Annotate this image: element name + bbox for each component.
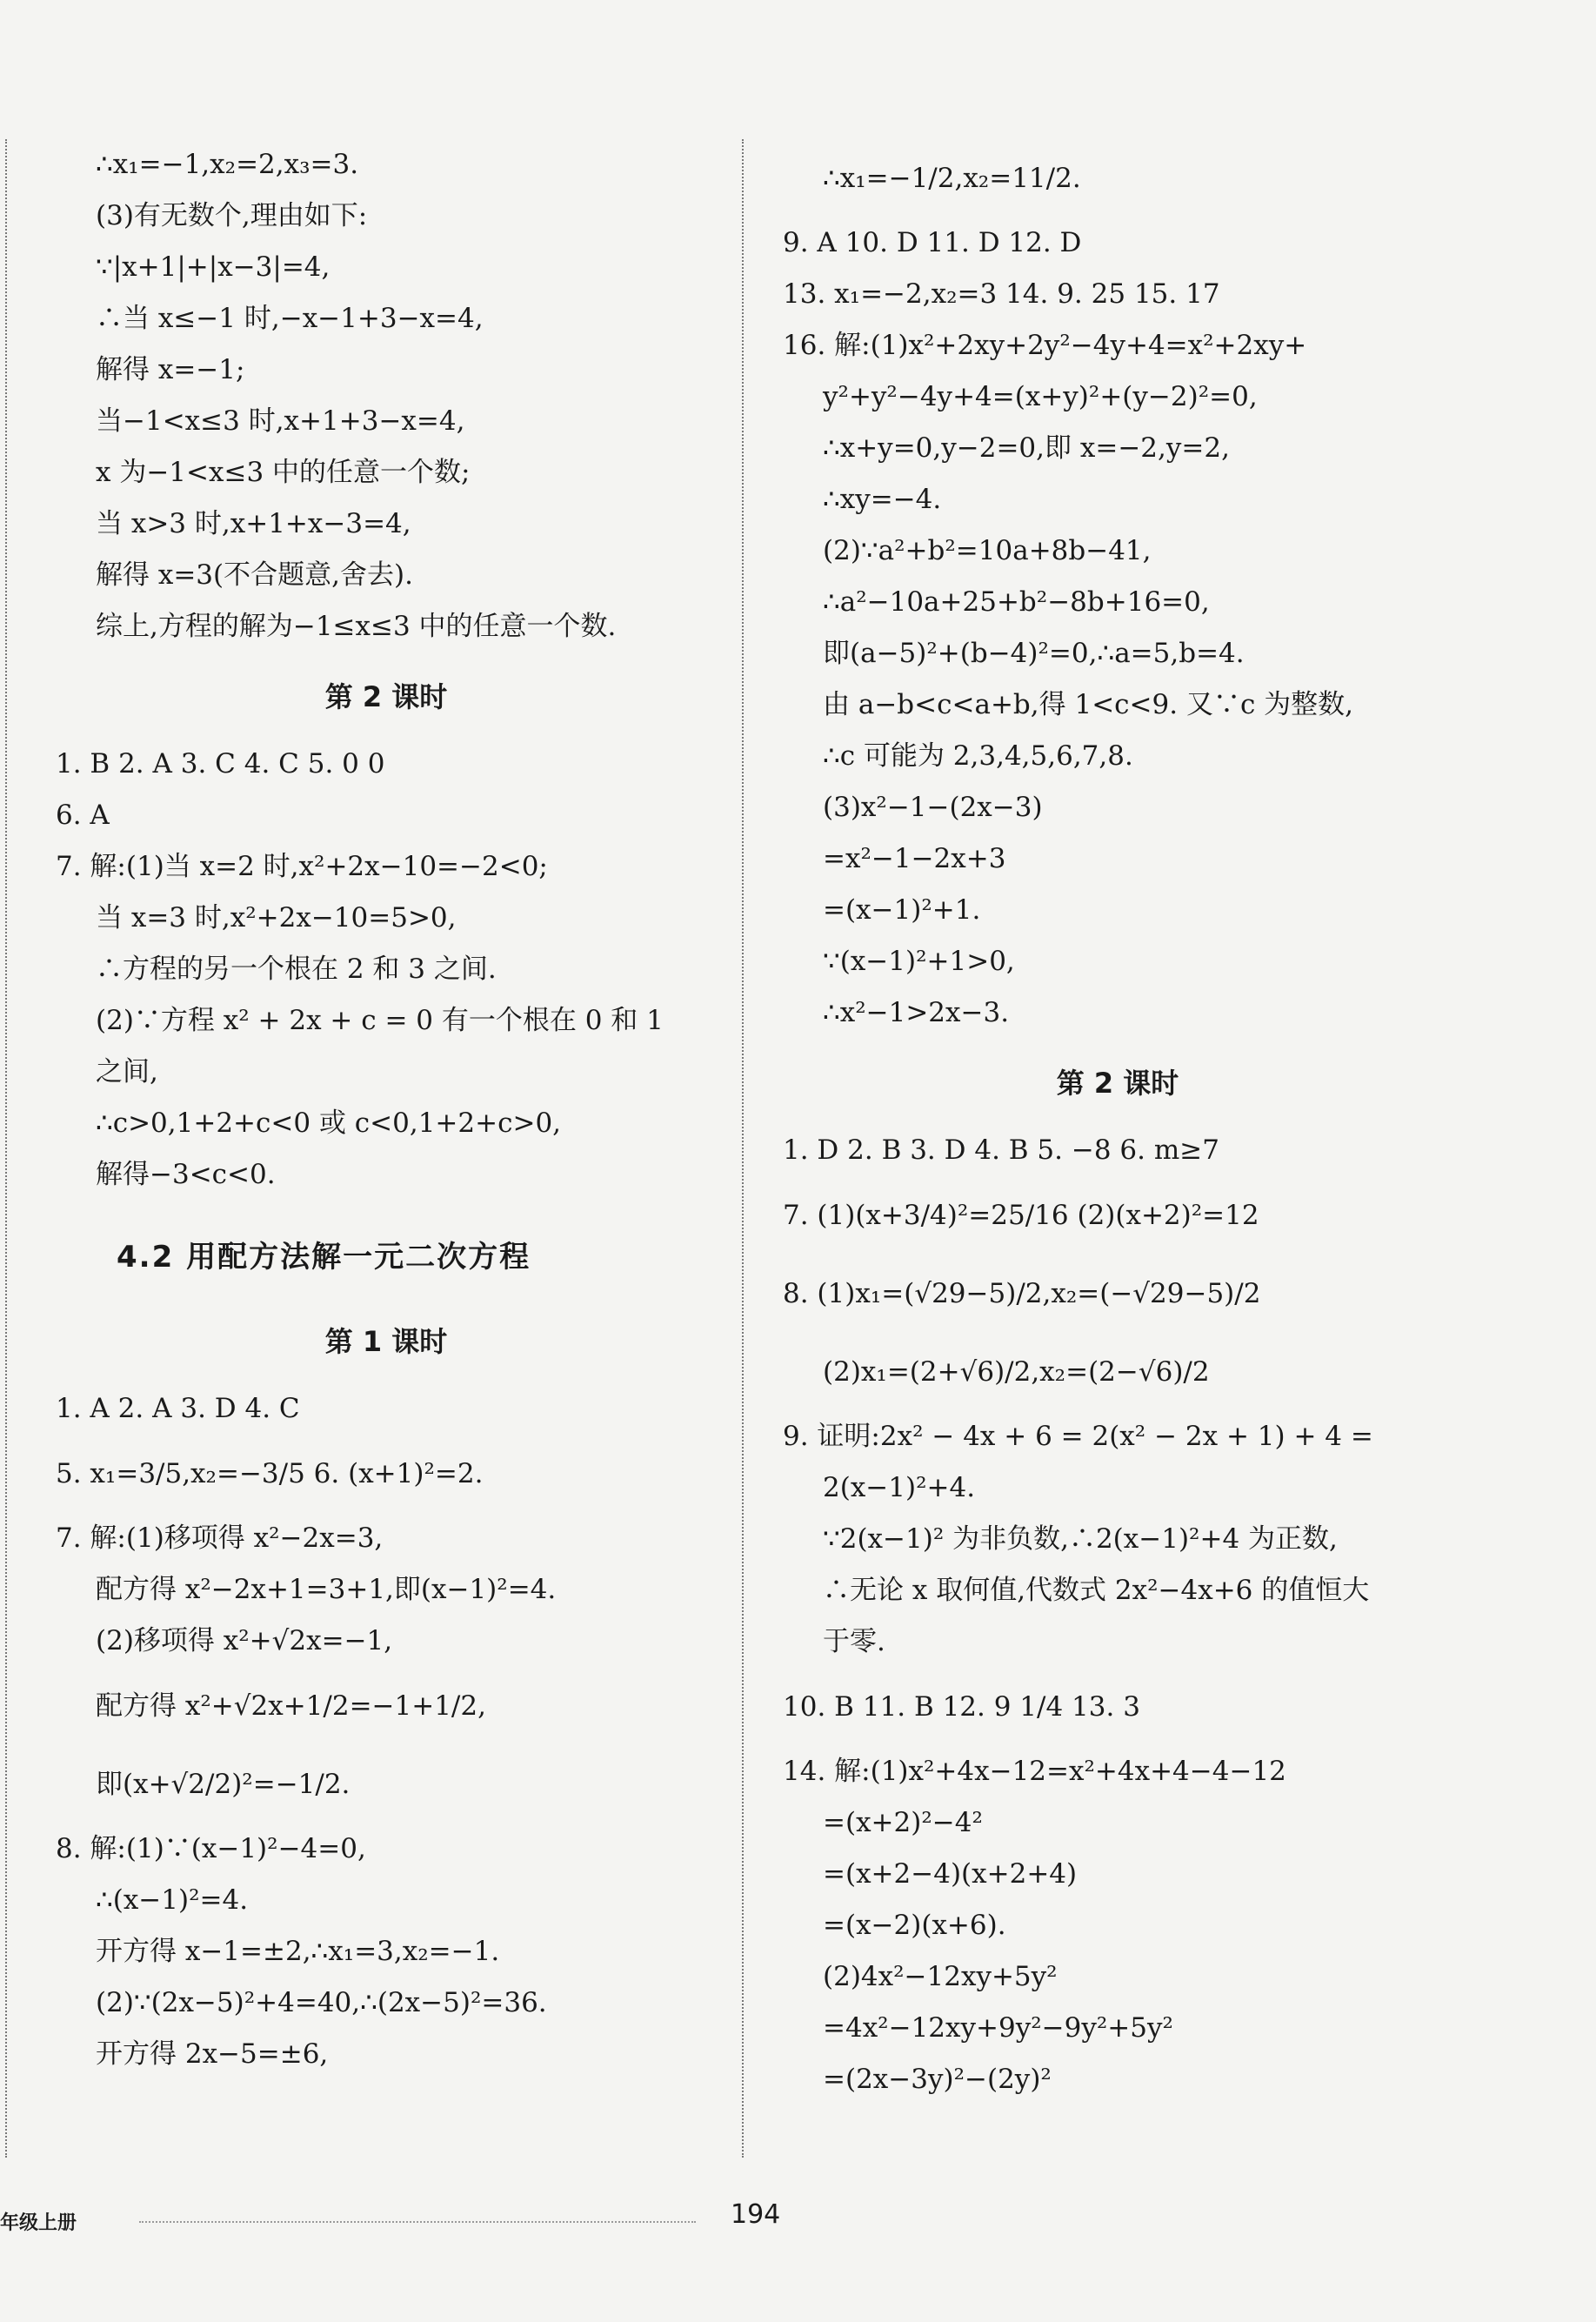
text-line: (2)x₁=(2+√6)/2,x₂=(2−√6)/2 xyxy=(823,1356,1210,1388)
text-line: 解得−3<c<0. xyxy=(96,1159,276,1190)
text-line: 解得 x=−1; xyxy=(96,354,245,385)
text-line: =(x−2)(x+6). xyxy=(823,1910,1006,1941)
text-line: 5. x₁=3/5,x₂=−3/5 6. (x+1)²=2. xyxy=(56,1458,484,1489)
lesson-heading: 第 1 课时 xyxy=(324,1325,448,1358)
text-line: 开方得 x−1=±2,∴x₁=3,x₂=−1. xyxy=(96,1936,500,1967)
section-heading: 4.2 用配方法解一元二次方程 xyxy=(117,1240,531,1275)
text-line: 9. 证明:2x² − 4x + 6 = 2(x² − 2x + 1) + 4 = xyxy=(783,1421,1373,1452)
right-column xyxy=(783,139,1452,2105)
text-line: (2)∵a²+b²=10a+8b−41, xyxy=(823,535,1152,566)
text-line: 1. D 2. B 3. D 4. B 5. −8 6. m≥7 xyxy=(783,1134,1219,1166)
text-line: (2)∵(2x−5)²+4=40,∴(2x−5)²=36. xyxy=(96,1987,547,2018)
text-line: 由 a−b<c<a+b,得 1<c<9. 又∵c 为整数, xyxy=(823,689,1354,720)
lesson-heading: 第 2 课时 xyxy=(324,680,448,713)
text-line: 2(x−1)²+4. xyxy=(823,1472,976,1503)
text-line: =(x+2−4)(x+2+4) xyxy=(823,1858,1078,1890)
text-line: (3)x²−1−(2x−3) xyxy=(823,792,1043,823)
text-line: ∴x²−1>2x−3. xyxy=(823,997,1010,1028)
text-line: 16. 解:(1)x²+2xy+2y²−4y+4=x²+2xy+ xyxy=(783,330,1307,361)
text-line: 当−1<x≤3 时,x+1+3−x=4, xyxy=(96,405,465,437)
text-line: ∴a²−10a+25+b²−8b+16=0, xyxy=(823,586,1210,618)
text-line: 10. B 11. B 12. 9 1/4 13. 3 xyxy=(783,1691,1140,1723)
text-line: 当 x=3 时,x²+2x−10=5>0, xyxy=(96,902,457,933)
left-column xyxy=(56,139,717,2080)
text-line: ∴x₁=−1/2,x₂=11/2. xyxy=(823,163,1081,194)
text-line: 7. 解:(1)当 x=2 时,x²+2x−10=−2<0; xyxy=(56,851,548,882)
text-line: ∴c 可能为 2,3,4,5,6,7,8. xyxy=(823,740,1133,772)
text-line: (2)移项得 x²+√2x=−1, xyxy=(96,1625,393,1656)
text-line: ∴(x−1)²=4. xyxy=(96,1884,249,1916)
text-line: ∴方程的另一个根在 2 和 3 之间. xyxy=(96,954,497,985)
text-line: =(2x−3y)²−(2y)² xyxy=(823,2064,1052,2095)
text-line: 1. A 2. A 3. D 4. C xyxy=(56,1393,300,1424)
text-line: ∴当 x≤−1 时,−x−1+3−x=4, xyxy=(96,303,484,334)
text-line: ∴c>0,1+2+c<0 或 c<0,1+2+c>0, xyxy=(96,1107,562,1139)
text-line: 7. 解:(1)移项得 x²−2x=3, xyxy=(56,1522,384,1554)
text-line: ∴xy=−4. xyxy=(823,484,942,515)
text-line: 解得 x=3(不合题意,舍去). xyxy=(96,559,413,591)
text-line: =(x+2)²−4² xyxy=(823,1807,983,1838)
text-line: 6. A xyxy=(56,800,110,831)
text-line: 7. (1)(x+3/4)²=25/16 (2)(x+2)²=12 xyxy=(783,1200,1259,1231)
text-line: x 为−1<x≤3 中的任意一个数; xyxy=(96,457,471,488)
text-line: 9. A 10. D 11. D 12. D xyxy=(783,227,1082,258)
footer-rule xyxy=(139,2221,696,2223)
text-line: 配方得 x²+√2x+1/2=−1+1/2, xyxy=(96,1690,486,1722)
text-line: 之间, xyxy=(96,1056,158,1087)
text-line: ∴无论 x 取何值,代数式 2x²−4x+6 的值恒大 xyxy=(823,1575,1370,1606)
footer-label: 年级上册 xyxy=(0,2212,77,2234)
page-number: 194 xyxy=(731,2199,781,2230)
binding-margin xyxy=(5,139,16,2158)
text-line: =4x²−12xy+9y²−9y²+5y² xyxy=(823,2012,1173,2044)
text-line: ∵(x−1)²+1>0, xyxy=(823,946,1015,977)
text-line: 当 x>3 时,x+1+x−3=4, xyxy=(96,508,411,539)
text-line: (2)∵方程 x² + 2x + c = 0 有一个根在 0 和 1 xyxy=(96,1005,664,1036)
column-divider xyxy=(742,139,744,2158)
text-line: ∵2(x−1)² 为非负数,∴2(x−1)²+4 为正数, xyxy=(823,1523,1338,1555)
text-line: ∴x₁=−1,x₂=2,x₃=3. xyxy=(96,149,359,180)
text-line: =(x−1)²+1. xyxy=(823,894,981,926)
text-line: 即(x+√2/2)²=−1/2. xyxy=(96,1769,351,1800)
text-line: 于零. xyxy=(823,1626,885,1657)
text-line: 配方得 x²−2x+1=3+1,即(x−1)²=4. xyxy=(96,1574,557,1605)
text-line: (2)4x²−12xy+5y² xyxy=(823,1961,1058,1992)
text-line: 开方得 2x−5=±6, xyxy=(96,2038,329,2070)
text-line: (3)有无数个,理由如下: xyxy=(96,200,368,231)
text-line: 即(a−5)²+(b−4)²=0,∴a=5,b=4. xyxy=(823,638,1245,669)
text-line: 8. (1)x₁=(√29−5)/2,x₂=(−√29−5)/2 xyxy=(783,1278,1261,1309)
text-line: y²+y²−4y+4=(x+y)²+(y−2)²=0, xyxy=(823,381,1258,412)
text-line: ∵|x+1|+|x−3|=4, xyxy=(96,251,331,283)
text-line: =x²−1−2x+3 xyxy=(823,843,1006,874)
text-line: 14. 解:(1)x²+4x−12=x²+4x+4−4−12 xyxy=(783,1756,1286,1787)
text-line: 1. B 2. A 3. C 4. C 5. 0 0 xyxy=(56,748,385,780)
text-line: 综上,方程的解为−1≤x≤3 中的任意一个数. xyxy=(96,611,617,642)
text-line: 8. 解:(1)∵(x−1)²−4=0, xyxy=(56,1833,366,1864)
text-line: ∴x+y=0,y−2=0,即 x=−2,y=2, xyxy=(823,432,1230,464)
text-line: 13. x₁=−2,x₂=3 14. 9. 25 15. 17 xyxy=(783,278,1220,310)
lesson-heading: 第 2 课时 xyxy=(1056,1067,1179,1100)
